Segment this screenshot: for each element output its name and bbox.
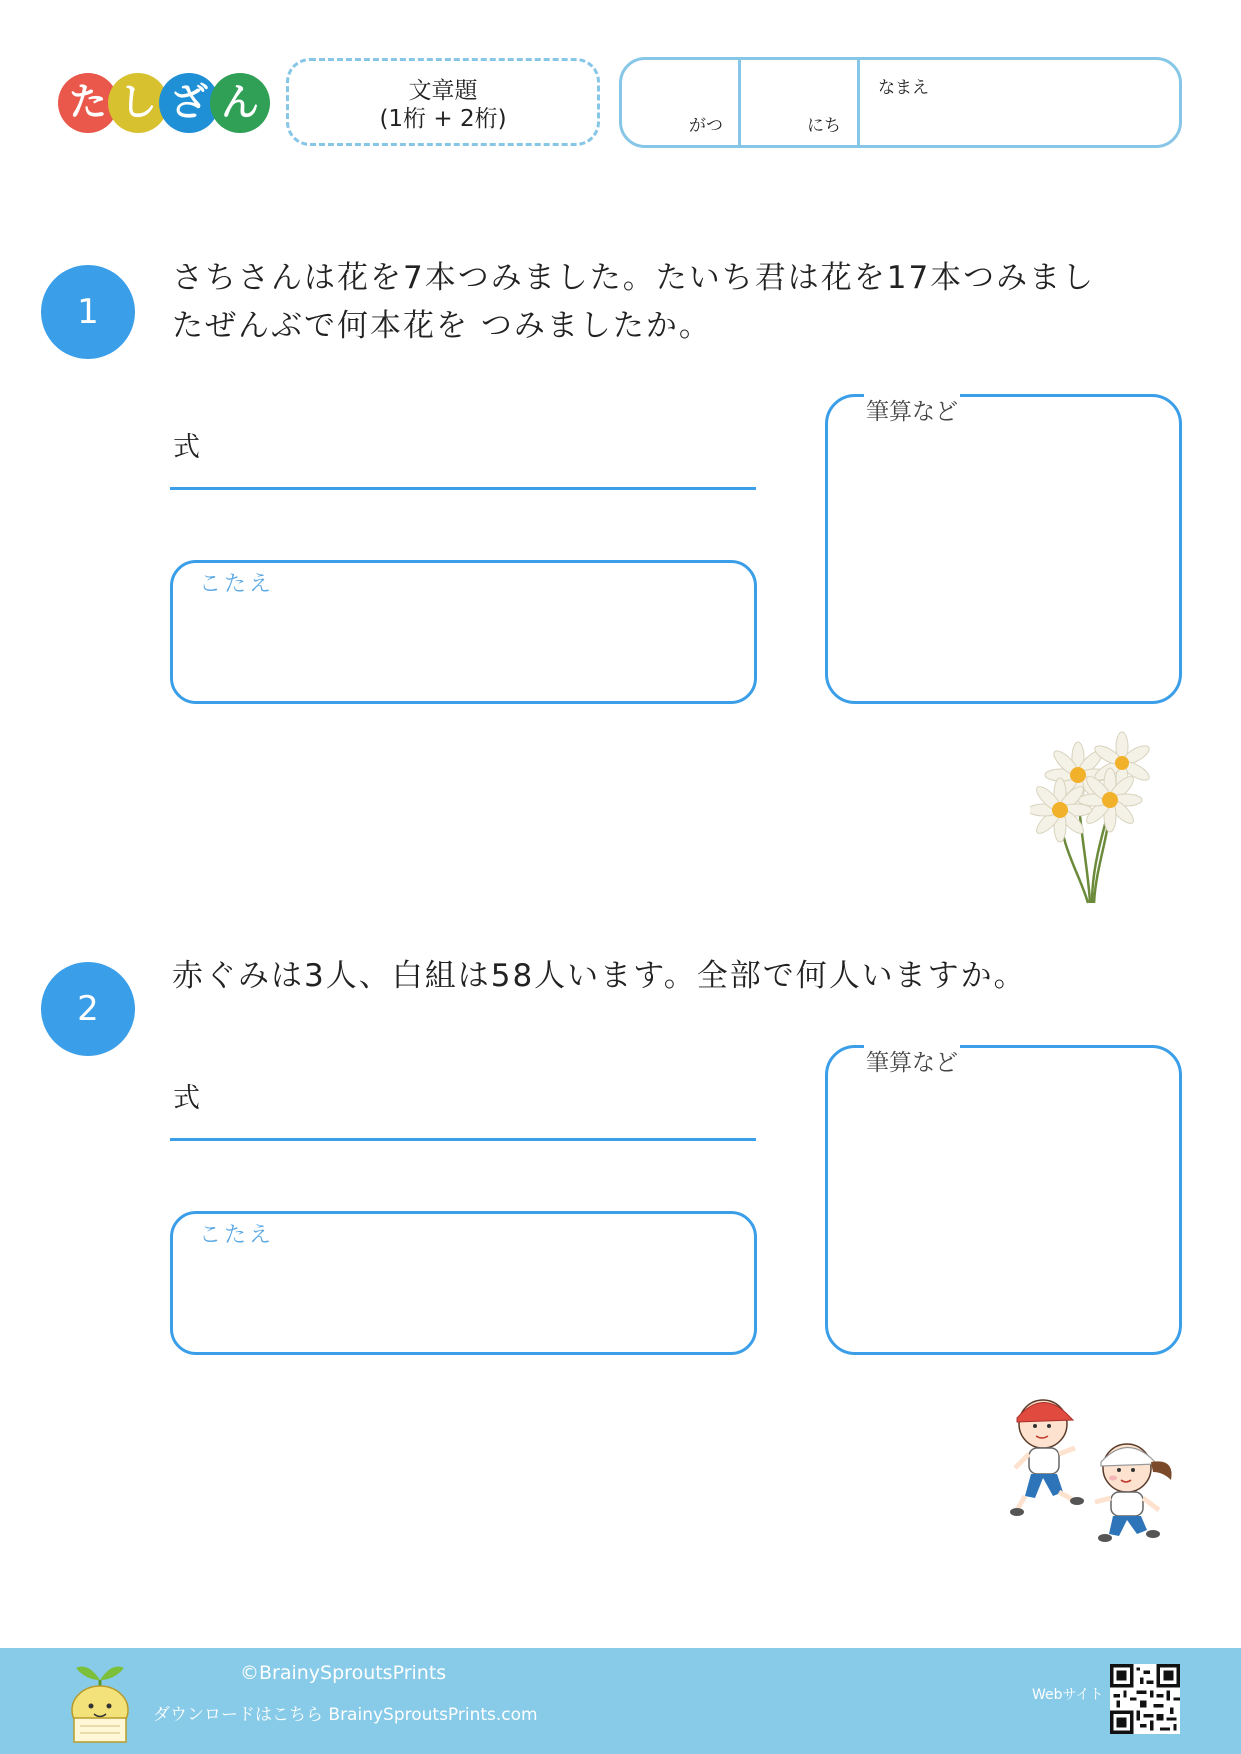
logo-char-3: ざ <box>159 73 219 133</box>
question-text-1 <box>172 254 1172 350</box>
daisy-flowers-icon <box>1030 725 1160 905</box>
question-1-line-1: さちさんは花を7本つみました。たいち君は花を17本つみまし <box>172 260 1096 296</box>
footer <box>0 1648 1241 1754</box>
calc-label-2: 筆算など <box>864 1044 960 1077</box>
title-line-2: (1桁 + 2桁) <box>379 106 507 132</box>
answer-label-1: こたえ <box>199 572 275 597</box>
answer-label-2: こたえ <box>199 1223 275 1248</box>
logo-char-2: し <box>108 73 168 133</box>
footer-web-label: Webサイト <box>1032 1687 1104 1703</box>
title-line-1: 文章題 <box>408 78 478 104</box>
calc-label-1: 筆算など <box>864 393 960 426</box>
logo-char-1: た <box>58 73 118 133</box>
qr-code-icon <box>1110 1664 1180 1734</box>
child-boy <box>1010 1400 1084 1516</box>
answer-box-1[interactable] <box>170 560 757 704</box>
logo <box>58 73 268 135</box>
calc-box-2[interactable] <box>825 1045 1182 1355</box>
day-label: にち <box>807 116 841 136</box>
month-label: がつ <box>689 116 723 136</box>
shiki-line-1 <box>170 487 756 490</box>
shiki-label-2: 式 <box>173 1083 200 1114</box>
worksheet-title <box>286 58 600 146</box>
footer-copyright: ©BrainySproutsPrints <box>240 1662 447 1684</box>
answer-box-2[interactable] <box>170 1211 757 1355</box>
name-label: なまえ <box>878 78 929 98</box>
running-children-icon <box>1005 1388 1180 1543</box>
child-girl <box>1095 1444 1172 1542</box>
sprout-mascot-icon <box>68 1660 132 1744</box>
footer-download-link[interactable]: ダウンロードはこちら BrainySproutsPrints.com <box>153 1705 538 1725</box>
logo-char-4: ん <box>210 73 270 133</box>
date-name-box <box>619 57 1182 148</box>
calc-box-1[interactable] <box>825 394 1182 704</box>
date-divider-2 <box>857 60 860 145</box>
date-divider-1 <box>738 60 741 145</box>
question-text-2 <box>172 952 1172 1000</box>
daisy-4 <box>1030 778 1092 842</box>
shiki-label-1: 式 <box>173 432 200 463</box>
daisy-3 <box>1078 768 1142 832</box>
question-number-2: 2 <box>41 962 135 1056</box>
question-number-1: 1 <box>41 265 135 359</box>
qr-code[interactable] <box>1110 1664 1180 1734</box>
question-1-line-2: たぜんぶで何本花を つみましたか。 <box>172 308 712 344</box>
shiki-line-2 <box>170 1138 756 1141</box>
question-2-line-1: 赤ぐみは3人、白組は58人います。全部で何人いますか。 <box>172 958 1027 994</box>
